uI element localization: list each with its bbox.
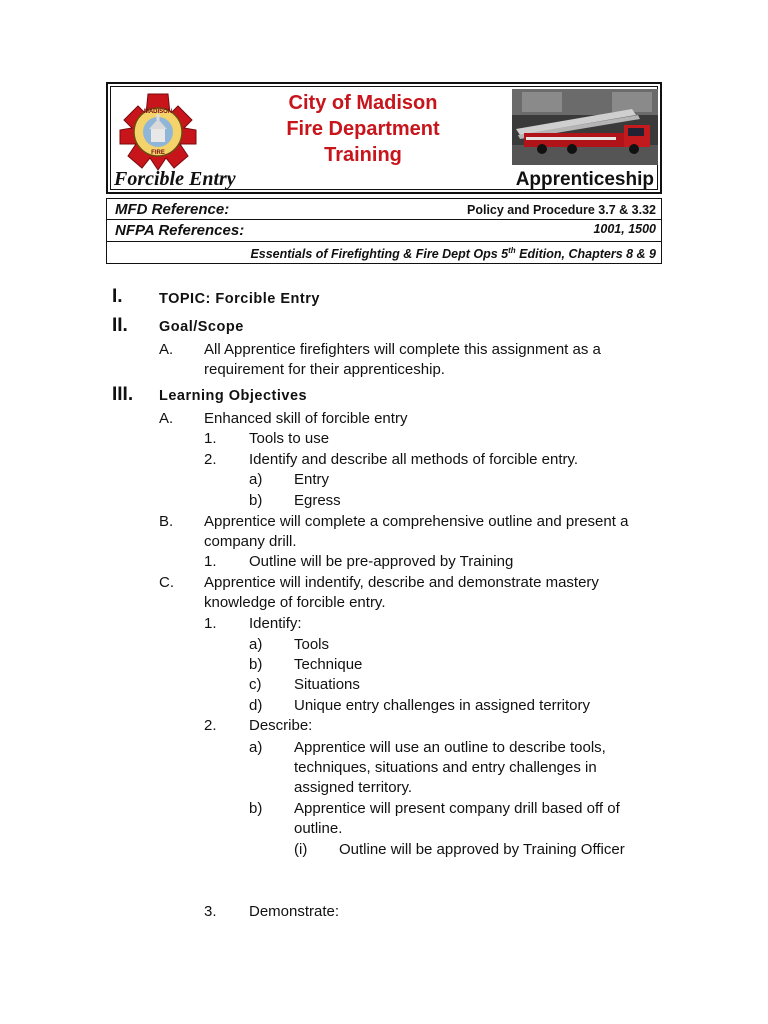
list-text: Identify and describe all methods of forcible entry. — [249, 451, 579, 468]
list-text: Tools to use — [249, 430, 330, 447]
list-marker: 1. — [204, 430, 217, 447]
list-text: Situations — [294, 676, 360, 693]
list-marker: d) — [249, 697, 263, 714]
list-text: Tools — [294, 636, 330, 653]
title-line-2: Fire Department — [286, 118, 440, 140]
list-marker: c) — [249, 676, 262, 693]
list-marker: (i) — [294, 841, 308, 858]
section-number: II. — [112, 315, 128, 336]
nfpa-reference-value: 1001, 1500 — [593, 222, 656, 236]
list-text: Outline will be pre-approved by Training — [249, 553, 514, 570]
section-number: III. — [112, 384, 134, 405]
list-text: Demonstrate: — [249, 903, 340, 920]
list-text: requirement for their apprenticeship. — [204, 361, 445, 378]
section-title: Goal/Scope — [159, 319, 244, 335]
list-text: assigned territory. — [294, 779, 413, 796]
list-marker: C. — [159, 574, 174, 591]
list-text: Unique entry challenges in assigned territory — [294, 697, 590, 714]
list-text: Describe: — [249, 717, 313, 734]
list-marker: b) — [249, 492, 263, 509]
list-text: Apprentice will complete a comprehensive outline and present a — [204, 513, 629, 530]
list-text: Outline will be approved by Training Officer — [339, 841, 625, 858]
list-text: Apprentice will indentify, describe and demonstrate mastery — [204, 574, 599, 591]
subject-title: Forcible Entry — [114, 168, 236, 190]
list-marker: 3. — [204, 903, 217, 920]
essentials-superscript: th — [508, 246, 516, 255]
list-text: company drill. — [204, 533, 297, 550]
list-text: Egress — [294, 492, 341, 509]
section-title: Learning Objectives — [159, 388, 308, 404]
essentials-text-end: Edition, Chapters 8 & 9 — [515, 247, 656, 262]
list-marker: 1. — [204, 615, 217, 632]
list-marker: 2. — [204, 451, 217, 468]
mfd-reference-value: Policy and Procedure 3.7 & 3.32 — [467, 203, 656, 217]
list-marker: b) — [249, 800, 263, 817]
essentials-text: Essentials of Firefighting & Fire Dept Ops 5 — [250, 247, 509, 262]
list-marker: 1. — [204, 553, 217, 570]
list-text: Enhanced skill of forcible entry — [204, 410, 408, 427]
list-text: Entry — [294, 471, 330, 488]
list-text: knowledge of forcible entry. — [204, 594, 386, 611]
list-marker: B. — [159, 513, 174, 530]
list-marker: 2. — [204, 717, 217, 734]
logo-text-top: MADISON — [143, 109, 173, 115]
list-text: Apprentice will present company drill based off of — [294, 800, 620, 817]
list-text: outline. — [294, 820, 343, 837]
list-marker: b) — [249, 656, 263, 673]
list-text: All Apprentice firefighters will complete this assignment as a — [204, 341, 601, 358]
nfpa-reference-label: NFPA References: — [115, 222, 245, 239]
logo-text-bottom: FIRE — [151, 150, 165, 156]
title-line-1: City of Madison — [288, 92, 438, 114]
list-text: techniques, situations and entry challenges in — [294, 759, 597, 776]
list-text: Apprentice will use an outline to describe tools, — [294, 739, 606, 756]
list-marker: a) — [249, 636, 263, 653]
list-marker: a) — [249, 471, 263, 488]
mfd-reference-label: MFD Reference: — [115, 201, 230, 218]
list-marker: a) — [249, 739, 263, 756]
list-marker: A. — [159, 341, 174, 358]
list-marker: A. — [159, 410, 174, 427]
program-title: Apprenticeship — [515, 169, 654, 190]
list-text: Identify: — [249, 615, 302, 632]
list-text: Technique — [294, 656, 363, 673]
title-line-3: Training — [324, 144, 402, 166]
section-title: TOPIC: Forcible Entry — [159, 291, 320, 307]
section-number: I. — [112, 286, 123, 307]
